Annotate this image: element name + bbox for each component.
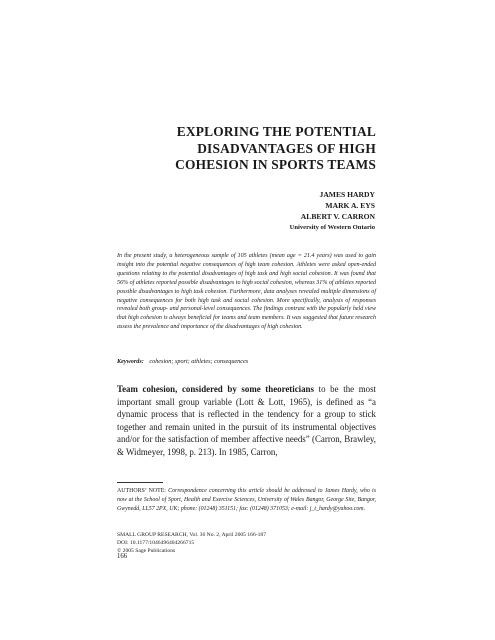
keywords-line [117,357,376,366]
body-lead-text: Team cohesion, considered by some theoreticians [117,384,314,394]
keywords-label: Keywords: [117,358,144,365]
authors-note-text: Correspondence concerning this article should be addressed to James Hardy, who is now at the School of Sport, Health and Exercise Sciences, University of Wales Bangor, George Site, Bangor, Gwynedd, LL57 2PX, UK; phone: (01248) 351151; fax: (01248) 371053; e-mail: j_t_hardy@yahoo.com. [117,488,376,512]
page-number: 166 [117,553,128,560]
authors-note [117,487,376,513]
author-block [290,189,375,233]
doi: DOI: 10.1177/1046496404266715 [117,540,195,546]
body-text: to be the most important small group variable (Lott & Lott, 1965), is defined as “a dynamic process that is reflected in the tendency for a group to stick together and remain united in the pursuit of its instrumental objectives and/or for the satisfaction of member affective needs” (Carron, Brawley, & Widmeyer, 1998, p. 213). In 1985, Carron, [117,384,376,457]
author-name: MARK A. EYS [325,201,375,210]
author-name: ALBERT V. CARRON [300,212,375,221]
title-line: COHESION IN SPORTS TEAMS [175,157,376,172]
footnote-divider [117,482,163,483]
copyright: © 2005 Sage Publications [117,548,176,554]
author-name: JAMES HARDY [319,190,375,199]
journal-citation: SMALL GROUP RESEARCH, Vol. 36 No. 2, April 2005 166-187 [117,532,267,538]
author-affiliation: University of Western Ontario [289,224,375,231]
title-line: EXPLORING THE POTENTIAL [176,124,376,139]
body-paragraph [117,383,376,458]
authors-note-label: AUTHORS’ NOTE: [117,488,166,494]
title-line: DISADVANTAGES OF HIGH [197,140,376,156]
abstract: In the present study, a heterogeneous sample of 105 athletes (mean age = 21.4 years) was used to gain insight into the potential negative consequences of high team cohesion. Athletes were asked open-ended questions relating to the potential disadvantages of high task and high social cohesion. It was found that 56% of athletes reported possible disadvantages to high social cohesion, whereas 31% of athletes reported possible disadvantages to high task cohesion. Furthermore, data analyses revealed multiple dimensions of negative consequences for both high task and social cohesion. More specifically, analysis of responses revealed both group- and personal-level consequences. The findings contrast with the popularly held view that high cohesion is always beneficial for teams and team members. It was suggested that future research assess the prevalence and importance of the disadvantages of high cohesion. [117,253,376,331]
keywords-list: cohesion; sport; athletes; consequences [149,358,249,365]
publication-info [117,531,376,555]
article-title [150,124,376,174]
